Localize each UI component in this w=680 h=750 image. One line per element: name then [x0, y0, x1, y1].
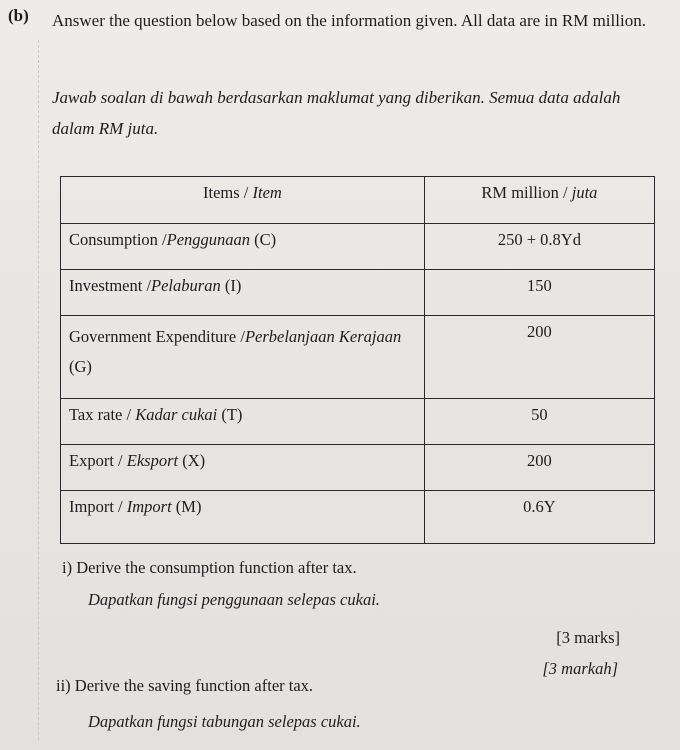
sub-question-i: i) Derive the consumption function after tax. — [62, 558, 357, 577]
data-table — [60, 176, 655, 544]
table-row — [61, 445, 655, 491]
item-tax: Tax rate / Kadar cukai (T) — [61, 399, 425, 445]
item-consumption: Consumption /Penggunaan (C) — [61, 224, 425, 270]
item-government: Government Expenditure /Perbelanjaan Kerajaan (G) — [61, 316, 425, 399]
table-row — [61, 399, 655, 445]
value-import: 0.6Y — [424, 491, 654, 544]
question-text-en: Answer the question below based on the information given. All data are in RM million. — [52, 11, 646, 30]
value-tax: 50 — [424, 399, 654, 445]
value-export: 200 — [424, 445, 654, 491]
item-import: Import / Import (M) — [61, 491, 425, 544]
marks-en: [3 marks] — [556, 628, 620, 647]
marks-ms: [3 markah] — [542, 659, 618, 678]
item-investment: Investment /Pelaburan (I) — [61, 270, 425, 316]
table-header-row — [61, 177, 655, 224]
table-row — [61, 270, 655, 316]
table-row — [61, 491, 655, 544]
sub-question-i-ms: Dapatkan fungsi penggunaan selepas cukai. — [88, 590, 380, 609]
item-export: Export / Eksport (X) — [61, 445, 425, 491]
header-value: RM million / juta — [424, 177, 654, 224]
sub-question-ii: ii) Derive the saving function after tax. — [56, 676, 314, 695]
header-item: Items / Item — [61, 177, 425, 224]
question-label: (b) — [8, 6, 29, 25]
table-row — [61, 224, 655, 270]
question-text-ms: Jawab soalan di bawah berdasarkan maklumat yang diberikan. Semua data adalah dalam RM juta. — [52, 88, 621, 138]
sub-question-ii-ms: Dapatkan fungsi tabungan selepas cukai. — [88, 712, 361, 731]
value-government: 200 — [424, 316, 654, 399]
margin-line — [38, 40, 39, 740]
table-row — [61, 316, 655, 399]
value-consumption: 250 + 0.8Yd — [424, 224, 654, 270]
value-investment: 150 — [424, 270, 654, 316]
